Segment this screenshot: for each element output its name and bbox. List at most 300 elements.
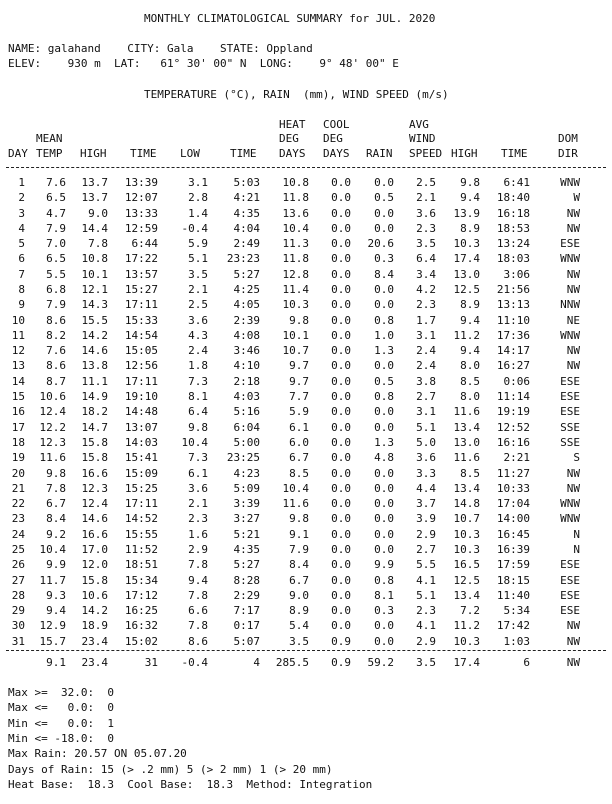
header-wind-time-line-3: TIME xyxy=(501,147,528,160)
total-high: 23.4 xyxy=(81,656,108,669)
row-19-day: 19 xyxy=(11,451,25,464)
row-9-time-low: 4:05 xyxy=(233,298,260,311)
row-12-rain: 1.3 xyxy=(374,344,394,357)
row-21-time-low: 5:09 xyxy=(233,482,260,495)
row-28-mean-temp: 9.3 xyxy=(46,589,66,602)
row-21-avg-wind-speed: 4.4 xyxy=(416,482,436,495)
row-26-time-low: 5:27 xyxy=(233,558,260,571)
row-10-dom-dir: NE xyxy=(566,314,580,327)
row-17-day: 17 xyxy=(11,421,25,434)
header-day-line-3: DAY xyxy=(8,147,28,160)
row-26-wind-high: 16.5 xyxy=(453,558,480,571)
row-23-dom-dir: WNW xyxy=(560,512,580,525)
row-30-wind-high: 11.2 xyxy=(453,619,480,632)
station-name: galahand xyxy=(47,42,101,55)
row-25-day: 25 xyxy=(11,543,25,556)
row-1-cool-deg-days: 0.0 xyxy=(331,176,351,189)
row-19-rain: 4.8 xyxy=(374,451,394,464)
row-16-dom-dir: ESE xyxy=(560,405,580,418)
row-13-time-high: 12:56 xyxy=(124,359,158,372)
header-cool-deg-days-line-3: DAYS xyxy=(323,147,350,160)
row-24-day: 24 xyxy=(11,528,25,541)
row-30-cool-deg-days: 0.0 xyxy=(331,619,351,632)
header-time-high-line-3: TIME xyxy=(130,147,157,160)
row-4-avg-wind-speed: 2.3 xyxy=(416,222,436,235)
row-23-cool-deg-days: 0.0 xyxy=(331,512,351,525)
row-8-avg-wind-speed: 4.2 xyxy=(416,283,436,296)
row-10-cool-deg-days: 0.0 xyxy=(331,314,351,327)
row-7-low: 3.5 xyxy=(188,268,208,281)
row-29-wind-high: 7.2 xyxy=(460,604,480,617)
row-16-rain: 0.0 xyxy=(374,405,394,418)
row-15-low: 8.1 xyxy=(188,390,208,403)
row-27-avg-wind-speed: 4.1 xyxy=(416,574,436,587)
row-8-dom-dir: NW xyxy=(566,283,580,296)
row-14-low: 7.3 xyxy=(188,375,208,388)
row-24-wind-high: 10.3 xyxy=(453,528,480,541)
row-20-dom-dir: NW xyxy=(566,467,580,480)
row-3-mean-temp: 4.7 xyxy=(46,207,66,220)
row-7-mean-temp: 5.5 xyxy=(46,268,66,281)
row-16-mean-temp: 12.4 xyxy=(39,405,66,418)
row-28-avg-wind-speed: 5.1 xyxy=(416,589,436,602)
row-22-cool-deg-days: 0.0 xyxy=(331,497,351,510)
station-line-1 xyxy=(8,42,313,55)
row-15-avg-wind-speed: 2.7 xyxy=(416,390,436,403)
row-3-high: 9.0 xyxy=(88,207,108,220)
total-time-high: 31 xyxy=(144,656,158,669)
row-30-low: 7.8 xyxy=(188,619,208,632)
row-10-time-high: 15:33 xyxy=(124,314,158,327)
row-15-wind-high: 8.0 xyxy=(460,390,480,403)
row-20-wind-time: 11:27 xyxy=(496,467,530,480)
row-13-avg-wind-speed: 2.4 xyxy=(416,359,436,372)
row-18-wind-high: 13.0 xyxy=(453,436,480,449)
row-12-day: 12 xyxy=(11,344,25,357)
row-9-high: 14.3 xyxy=(81,298,108,311)
row-23-wind-high: 10.7 xyxy=(453,512,480,525)
state-label: STATE: xyxy=(219,42,260,55)
row-17-time-low: 6:04 xyxy=(233,421,260,434)
row-6-mean-temp: 6.5 xyxy=(46,252,66,265)
row-18-time-low: 5:00 xyxy=(233,436,260,449)
row-1-wind-time: 6:41 xyxy=(503,176,530,189)
row-28-cool-deg-days: 0.0 xyxy=(331,589,351,602)
row-31-avg-wind-speed: 2.9 xyxy=(416,635,436,648)
row-7-time-low: 5:27 xyxy=(233,268,260,281)
row-11-mean-temp: 8.2 xyxy=(46,329,66,342)
row-1-day: 1 xyxy=(18,176,25,189)
row-13-dom-dir: NW xyxy=(566,359,580,372)
row-29-avg-wind-speed: 2.3 xyxy=(416,604,436,617)
row-17-avg-wind-speed: 5.1 xyxy=(416,421,436,434)
row-1-wind-high: 9.8 xyxy=(460,176,480,189)
row-14-rain: 0.5 xyxy=(374,375,394,388)
row-23-mean-temp: 8.4 xyxy=(46,512,66,525)
row-27-mean-temp: 11.7 xyxy=(39,574,66,587)
row-11-rain: 1.0 xyxy=(374,329,394,342)
row-2-cool-deg-days: 0.0 xyxy=(331,191,351,204)
row-13-rain: 0.0 xyxy=(374,359,394,372)
row-11-dom-dir: WNW xyxy=(560,329,580,342)
row-20-heat-deg-days: 8.5 xyxy=(289,467,309,480)
row-16-time-low: 5:16 xyxy=(233,405,260,418)
row-6-day: 6 xyxy=(18,252,25,265)
row-16-low: 6.4 xyxy=(188,405,208,418)
row-30-high: 18.9 xyxy=(81,619,108,632)
row-3-avg-wind-speed: 3.6 xyxy=(416,207,436,220)
row-11-time-high: 14:54 xyxy=(124,329,158,342)
row-9-day: 9 xyxy=(18,298,25,311)
row-12-heat-deg-days: 10.7 xyxy=(282,344,309,357)
row-21-mean-temp: 7.8 xyxy=(46,482,66,495)
row-9-cool-deg-days: 0.0 xyxy=(331,298,351,311)
header-heat-deg-days-line-1: HEAT xyxy=(279,118,306,131)
row-23-heat-deg-days: 9.8 xyxy=(289,512,309,525)
row-9-avg-wind-speed: 2.3 xyxy=(416,298,436,311)
total-time-low: 4 xyxy=(253,656,260,669)
row-4-time-high: 12:59 xyxy=(124,222,158,235)
row-6-low: 5.1 xyxy=(188,252,208,265)
header-dom-dir-line-3: DIR xyxy=(558,147,578,160)
total-heat-deg-days: 285.5 xyxy=(275,656,309,669)
row-30-dom-dir: NW xyxy=(566,619,580,632)
row-20-time-high: 15:09 xyxy=(124,467,158,480)
row-13-mean-temp: 8.6 xyxy=(46,359,66,372)
row-25-time-high: 11:52 xyxy=(124,543,158,556)
row-21-low: 3.6 xyxy=(188,482,208,495)
row-12-time-high: 15:05 xyxy=(124,344,158,357)
header-wind-high-line-3: HIGH xyxy=(451,147,478,160)
row-25-high: 17.0 xyxy=(81,543,108,556)
row-23-wind-time: 14:00 xyxy=(496,512,530,525)
header-cool-deg-days-line-1: COOL xyxy=(323,118,350,131)
row-17-mean-temp: 12.2 xyxy=(39,421,66,434)
row-29-heat-deg-days: 8.9 xyxy=(289,604,309,617)
row-1-heat-deg-days: 10.8 xyxy=(282,176,309,189)
row-26-low: 7.8 xyxy=(188,558,208,571)
city-value: Gala xyxy=(166,42,194,55)
row-16-time-high: 14:48 xyxy=(124,405,158,418)
row-26-high: 12.0 xyxy=(81,558,108,571)
row-30-rain: 0.0 xyxy=(374,619,394,632)
row-20-time-low: 4:23 xyxy=(233,467,260,480)
row-1-rain: 0.0 xyxy=(374,176,394,189)
row-11-wind-time: 17:36 xyxy=(496,329,530,342)
row-2-dom-dir: W xyxy=(573,191,580,204)
row-5-rain: 20.6 xyxy=(367,237,394,250)
row-9-mean-temp: 7.9 xyxy=(46,298,66,311)
row-5-day: 5 xyxy=(18,237,25,250)
row-2-wind-time: 18:40 xyxy=(496,191,530,204)
footer-line-2: Max <= 0.0: 0 xyxy=(8,701,114,714)
row-17-low: 9.8 xyxy=(188,421,208,434)
row-29-mean-temp: 9.4 xyxy=(46,604,66,617)
row-6-heat-deg-days: 11.8 xyxy=(282,252,309,265)
row-15-mean-temp: 10.6 xyxy=(39,390,66,403)
row-8-day: 8 xyxy=(18,283,25,296)
row-4-time-low: 4:04 xyxy=(233,222,260,235)
row-24-cool-deg-days: 0.0 xyxy=(331,528,351,541)
row-20-rain: 0.0 xyxy=(374,467,394,480)
row-20-low: 6.1 xyxy=(188,467,208,480)
row-10-wind-time: 11:10 xyxy=(496,314,530,327)
row-3-cool-deg-days: 0.0 xyxy=(331,207,351,220)
footer-line-1: Max >= 32.0: 0 xyxy=(8,686,114,699)
footer-line-7: Heat Base: 18.3 Cool Base: 18.3 Method: Integration xyxy=(8,778,373,791)
row-7-heat-deg-days: 12.8 xyxy=(282,268,309,281)
row-23-time-high: 14:52 xyxy=(124,512,158,525)
row-26-day: 26 xyxy=(11,558,25,571)
row-24-low: 1.6 xyxy=(188,528,208,541)
row-22-time-high: 17:11 xyxy=(124,497,158,510)
row-23-rain: 0.0 xyxy=(374,512,394,525)
row-3-rain: 0.0 xyxy=(374,207,394,220)
row-18-mean-temp: 12.3 xyxy=(39,436,66,449)
row-6-time-high: 17:22 xyxy=(124,252,158,265)
row-13-wind-high: 8.0 xyxy=(460,359,480,372)
row-9-time-high: 17:11 xyxy=(124,298,158,311)
row-9-heat-deg-days: 10.3 xyxy=(282,298,309,311)
row-26-heat-deg-days: 8.4 xyxy=(289,558,309,571)
row-26-mean-temp: 9.9 xyxy=(46,558,66,571)
row-7-rain: 8.4 xyxy=(374,268,394,281)
header-separator xyxy=(6,167,606,168)
row-19-low: 7.3 xyxy=(188,451,208,464)
row-4-mean-temp: 7.9 xyxy=(46,222,66,235)
row-29-cool-deg-days: 0.0 xyxy=(331,604,351,617)
header-low-line-3: LOW xyxy=(180,147,200,160)
row-16-wind-high: 11.6 xyxy=(453,405,480,418)
row-2-rain: 0.5 xyxy=(374,191,394,204)
total-mean-temp: 9.1 xyxy=(46,656,66,669)
row-7-avg-wind-speed: 3.4 xyxy=(416,268,436,281)
row-2-day: 2 xyxy=(18,191,25,204)
row-4-low: -0.4 xyxy=(181,222,208,235)
row-10-time-low: 2:39 xyxy=(233,314,260,327)
row-29-day: 29 xyxy=(11,604,25,617)
row-24-time-high: 15:55 xyxy=(124,528,158,541)
row-30-mean-temp: 12.9 xyxy=(39,619,66,632)
row-13-day: 13 xyxy=(11,359,25,372)
row-27-wind-high: 12.5 xyxy=(453,574,480,587)
row-12-avg-wind-speed: 2.4 xyxy=(416,344,436,357)
row-22-mean-temp: 6.7 xyxy=(46,497,66,510)
row-22-high: 12.4 xyxy=(81,497,108,510)
row-27-high: 15.8 xyxy=(81,574,108,587)
row-31-high: 23.4 xyxy=(81,635,108,648)
row-24-dom-dir: N xyxy=(573,528,580,541)
units-line: TEMPERATURE (°C), RAIN (mm), WIND SPEED (m/s) xyxy=(144,88,449,101)
row-25-low: 2.9 xyxy=(188,543,208,556)
row-16-day: 16 xyxy=(11,405,25,418)
row-16-heat-deg-days: 5.9 xyxy=(289,405,309,418)
row-7-day: 7 xyxy=(18,268,25,281)
row-2-mean-temp: 6.5 xyxy=(46,191,66,204)
row-5-wind-high: 10.3 xyxy=(453,237,480,250)
row-27-low: 9.4 xyxy=(188,574,208,587)
row-25-heat-deg-days: 7.9 xyxy=(289,543,309,556)
row-5-time-low: 2:49 xyxy=(233,237,260,250)
row-31-wind-time: 1:03 xyxy=(503,635,530,648)
row-17-cool-deg-days: 0.0 xyxy=(331,421,351,434)
row-15-cool-deg-days: 0.0 xyxy=(331,390,351,403)
row-14-mean-temp: 8.7 xyxy=(46,375,66,388)
row-20-cool-deg-days: 0.0 xyxy=(331,467,351,480)
footer-line-5: Max Rain: 20.57 ON 05.07.20 xyxy=(8,747,187,760)
row-26-dom-dir: ESE xyxy=(560,558,580,571)
row-22-avg-wind-speed: 3.7 xyxy=(416,497,436,510)
row-16-wind-time: 19:19 xyxy=(496,405,530,418)
row-14-cool-deg-days: 0.0 xyxy=(331,375,351,388)
row-12-time-low: 3:46 xyxy=(233,344,260,357)
row-29-wind-time: 5:34 xyxy=(503,604,530,617)
row-16-high: 18.2 xyxy=(81,405,108,418)
row-12-wind-time: 14:17 xyxy=(496,344,530,357)
row-3-low: 1.4 xyxy=(188,207,208,220)
row-5-cool-deg-days: 0.0 xyxy=(331,237,351,250)
row-6-wind-high: 17.4 xyxy=(453,252,480,265)
row-1-time-high: 13:39 xyxy=(124,176,158,189)
row-18-cool-deg-days: 0.0 xyxy=(331,436,351,449)
row-25-cool-deg-days: 0.0 xyxy=(331,543,351,556)
row-28-heat-deg-days: 9.0 xyxy=(289,589,309,602)
row-23-avg-wind-speed: 3.9 xyxy=(416,512,436,525)
row-1-avg-wind-speed: 2.5 xyxy=(416,176,436,189)
row-19-dom-dir: S xyxy=(573,451,580,464)
lat-label: LAT: xyxy=(114,57,141,70)
row-13-heat-deg-days: 9.7 xyxy=(289,359,309,372)
row-15-wind-time: 11:14 xyxy=(496,390,530,403)
row-10-mean-temp: 8.6 xyxy=(46,314,66,327)
row-15-time-high: 19:10 xyxy=(124,390,158,403)
row-5-high: 7.8 xyxy=(88,237,108,250)
row-17-heat-deg-days: 6.1 xyxy=(289,421,309,434)
header-cool-deg-days-line-2: DEG xyxy=(323,132,343,145)
row-30-heat-deg-days: 5.4 xyxy=(289,619,309,632)
row-8-cool-deg-days: 0.0 xyxy=(331,283,351,296)
row-25-wind-high: 10.3 xyxy=(453,543,480,556)
row-22-dom-dir: WNW xyxy=(560,497,580,510)
row-12-cool-deg-days: 0.0 xyxy=(331,344,351,357)
row-12-wind-high: 9.4 xyxy=(460,344,480,357)
row-22-low: 2.1 xyxy=(188,497,208,510)
row-11-wind-high: 11.2 xyxy=(453,329,480,342)
row-5-heat-deg-days: 11.3 xyxy=(282,237,309,250)
row-6-avg-wind-speed: 6.4 xyxy=(416,252,436,265)
row-31-mean-temp: 15.7 xyxy=(39,635,66,648)
row-25-wind-time: 16:39 xyxy=(496,543,530,556)
row-30-day: 30 xyxy=(11,619,25,632)
row-14-wind-high: 8.5 xyxy=(460,375,480,388)
row-31-low: 8.6 xyxy=(188,635,208,648)
row-24-wind-time: 16:45 xyxy=(496,528,530,541)
row-4-day: 4 xyxy=(18,222,25,235)
row-29-time-low: 7:17 xyxy=(233,604,260,617)
row-14-day: 14 xyxy=(11,375,25,388)
row-17-dom-dir: SSE xyxy=(560,421,580,434)
header-avg-wind-speed-line-1: AVG xyxy=(409,118,429,131)
row-1-high: 13.7 xyxy=(81,176,108,189)
row-9-low: 2.5 xyxy=(188,298,208,311)
row-19-high: 15.8 xyxy=(81,451,108,464)
row-27-cool-deg-days: 0.0 xyxy=(331,574,351,587)
name-label: NAME: xyxy=(8,42,42,55)
row-28-wind-time: 11:40 xyxy=(496,589,530,602)
row-24-heat-deg-days: 9.1 xyxy=(289,528,309,541)
row-30-wind-time: 17:42 xyxy=(496,619,530,632)
row-7-high: 10.1 xyxy=(81,268,108,281)
header-dom-dir-line-2: DOM xyxy=(558,132,578,145)
row-28-dom-dir: ESE xyxy=(560,589,580,602)
row-11-time-low: 4:08 xyxy=(233,329,260,342)
row-21-heat-deg-days: 10.4 xyxy=(282,482,309,495)
row-22-wind-time: 17:04 xyxy=(496,497,530,510)
row-14-dom-dir: ESE xyxy=(560,375,580,388)
row-7-time-high: 13:57 xyxy=(124,268,158,281)
header-avg-wind-speed-line-3: SPEED xyxy=(409,147,443,160)
row-29-low: 6.6 xyxy=(188,604,208,617)
row-28-high: 10.6 xyxy=(81,589,108,602)
row-31-heat-deg-days: 3.5 xyxy=(289,635,309,648)
row-16-avg-wind-speed: 3.1 xyxy=(416,405,436,418)
row-10-rain: 0.8 xyxy=(374,314,394,327)
row-17-high: 14.7 xyxy=(81,421,108,434)
row-1-dom-dir: WNW xyxy=(560,176,580,189)
total-rain: 59.2 xyxy=(367,656,394,669)
row-9-wind-time: 13:13 xyxy=(496,298,530,311)
row-29-high: 14.2 xyxy=(81,604,108,617)
row-6-high: 10.8 xyxy=(81,252,108,265)
row-15-heat-deg-days: 7.7 xyxy=(289,390,309,403)
header-heat-deg-days-line-2: DEG xyxy=(279,132,299,145)
row-15-day: 15 xyxy=(11,390,25,403)
row-4-rain: 0.0 xyxy=(374,222,394,235)
row-7-dom-dir: NW xyxy=(566,268,580,281)
row-3-heat-deg-days: 13.6 xyxy=(282,207,309,220)
row-27-wind-time: 18:15 xyxy=(496,574,530,587)
row-3-time-high: 13:33 xyxy=(124,207,158,220)
row-28-day: 28 xyxy=(11,589,25,602)
row-22-rain: 0.0 xyxy=(374,497,394,510)
report-title: MONTHLY CLIMATOLOGICAL SUMMARY for JUL. 2020 xyxy=(144,12,436,25)
row-8-rain: 0.0 xyxy=(374,283,394,296)
row-31-day: 31 xyxy=(11,635,25,648)
row-15-rain: 0.8 xyxy=(374,390,394,403)
row-11-heat-deg-days: 10.1 xyxy=(282,329,309,342)
row-15-high: 14.9 xyxy=(81,390,108,403)
row-24-time-low: 5:21 xyxy=(233,528,260,541)
row-9-wind-high: 8.9 xyxy=(460,298,480,311)
row-27-heat-deg-days: 6.7 xyxy=(289,574,309,587)
row-25-mean-temp: 10.4 xyxy=(39,543,66,556)
row-8-heat-deg-days: 11.4 xyxy=(282,283,309,296)
row-19-time-high: 15:41 xyxy=(124,451,158,464)
row-14-high: 11.1 xyxy=(81,375,108,388)
row-2-high: 13.7 xyxy=(81,191,108,204)
row-10-high: 15.5 xyxy=(81,314,108,327)
long-value: 9° 48' 00" E xyxy=(319,57,399,70)
row-21-day: 21 xyxy=(11,482,25,495)
total-low: -0.4 xyxy=(181,656,208,669)
row-19-heat-deg-days: 6.7 xyxy=(289,451,309,464)
row-3-dom-dir: NW xyxy=(566,207,580,220)
row-18-rain: 1.3 xyxy=(374,436,394,449)
elev-label: ELEV: xyxy=(8,57,42,70)
row-10-wind-high: 9.4 xyxy=(460,314,480,327)
row-4-heat-deg-days: 10.4 xyxy=(282,222,309,235)
row-10-low: 3.6 xyxy=(188,314,208,327)
